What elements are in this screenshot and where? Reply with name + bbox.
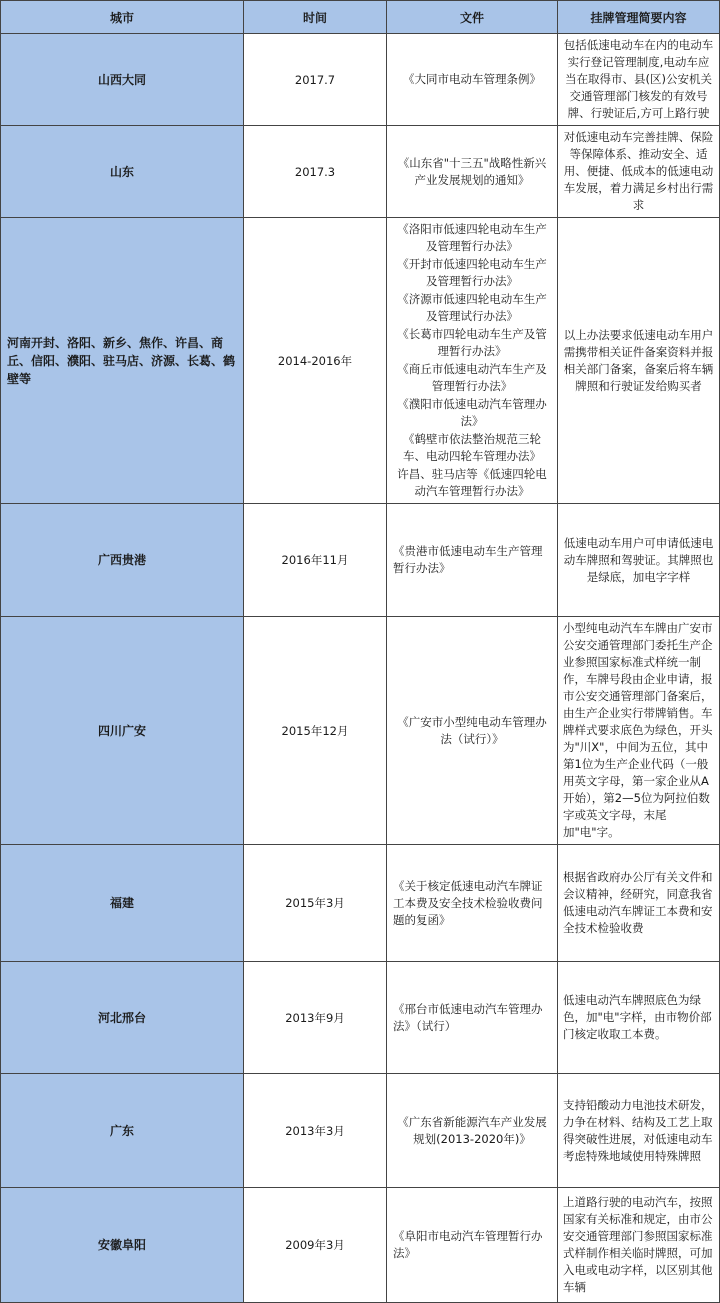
file-name: 《邢台市低速电动汽车管理办法》（试行） [393, 1001, 543, 1033]
file-name: 《大同市电动车管理条例》 [403, 72, 541, 86]
time-cell: 2015年12月 [244, 617, 387, 845]
file-cell [387, 845, 558, 962]
table-row [1, 1074, 720, 1188]
time-cell: 2013年3月 [244, 1074, 387, 1188]
city-cell: 山西大同 [1, 34, 244, 126]
city-cell: 河南开封、洛阳、新乡、焦作、许昌、商丘、信阳、濮阳、驻马店、济源、长葛、鹤壁等 [1, 218, 244, 504]
header-city: 城市 [1, 1, 244, 34]
file-cell [387, 504, 558, 617]
city-cell: 广西贵港 [1, 504, 244, 617]
summary-cell: 低速电动汽车牌照底色为绿色，加"电"字样，由市物价部门核定收取工本费。 [558, 962, 720, 1074]
file-name: 《济源市低速四轮电动车生产及管理试行办法》 [397, 292, 547, 323]
header-row [1, 1, 720, 34]
file-name: 《濮阳市低速电动汽车管理办法》 [397, 397, 547, 428]
table-row [1, 617, 720, 845]
city-cell: 河北邢台 [1, 962, 244, 1074]
time-cell: 2017.3 [244, 126, 387, 218]
file-cell [387, 218, 558, 504]
file-cell [387, 1188, 558, 1303]
file-name: 《阜阳市电动汽车管理暂行办法》 [393, 1229, 543, 1260]
time-cell: 2009年3月 [244, 1188, 387, 1303]
table-row [1, 34, 720, 126]
table-row [1, 962, 720, 1074]
table-row [1, 1188, 720, 1303]
table-row [1, 845, 720, 962]
summary-cell: 根据省政府办公厅有关文件和会议精神，经研究，同意我省低速电动汽车牌证工本费和安全技术检验收费 [558, 845, 720, 962]
file-cell [387, 617, 558, 845]
time-cell: 2016年11月 [244, 504, 387, 617]
summary-cell: 以上办法要求低速电动车用户需携带相关证件备案资料并报相关部门备案，备案后将车辆牌照和行驶证发给购买者 [558, 218, 720, 504]
file-name: 《开封市低速四轮电动车生产及管理暂行办法》 [397, 257, 547, 288]
file-name: 《山东省"十三五"战略性新兴产业发展规划的通知》 [397, 155, 547, 187]
file-name: 《贵港市低速电动车生产管理暂行办法》 [393, 544, 543, 575]
file-name: 许昌、驻马店等《低速四轮电动汽车管理暂行办法》 [397, 467, 547, 498]
summary-cell: 上道路行驶的电动汽车，按照国家有关标准和规定，由市公安交通管理部门参照国家标准式样制作相关临时牌照，可加入电或电动字样，以区别其他车辆 [558, 1188, 720, 1303]
file-cell [387, 962, 558, 1074]
file-cell [387, 34, 558, 126]
file-name: 《广安市小型纯电动车管理办法（试行）》 [397, 714, 547, 746]
file-name: 《洛阳市低速四轮电动车生产及管理暂行办法》 [397, 222, 547, 253]
file-name: 《广东省新能源汽车产业发展规划(2013-2020年)》 [397, 1114, 547, 1146]
header-summary: 挂牌管理简要内容 [558, 1, 720, 34]
file-cell [387, 1074, 558, 1188]
city-cell: 安徽阜阳 [1, 1188, 244, 1303]
table-row [1, 218, 720, 504]
file-cell [387, 126, 558, 218]
file-name: 《长葛市四轮电动车生产及管理暂行办法》 [397, 327, 547, 358]
file-name: 《关于核定低速电动汽车牌证工本费及安全技术检验收费问题的复函》 [393, 878, 543, 927]
summary-cell: 小型纯电动汽车车牌由广安市公安交通管理部门委托生产企业参照国家标准式样统一制作，车牌号段由企业申请，报市公安交通管理部门备案后，由生产企业实行带牌销售。车牌样式要求底色为绿色，开头为"川X"，中间为五位，其中第1位为生产企业代码（一般用英文字母，第一家企业从A开始），第2—5位为阿拉伯数字或英文字母，末尾加"电"字。 [558, 617, 720, 845]
time-cell: 2017.7 [244, 34, 387, 126]
time-cell: 2013年9月 [244, 962, 387, 1074]
city-cell: 四川广安 [1, 617, 244, 845]
summary-cell: 对低速电动车完善挂牌、保险等保障体系、推动安全、适用、便捷、低成本的低速电动车发展，着力满足乡村出行需求 [558, 126, 720, 218]
table-row [1, 504, 720, 617]
file-name: 《商丘市低速电动汽车生产及管理暂行办法》 [397, 362, 547, 393]
header-file: 文件 [387, 1, 558, 34]
city-cell: 广东 [1, 1074, 244, 1188]
table-row [1, 126, 720, 218]
header-time: 时间 [244, 1, 387, 34]
city-cell: 福建 [1, 845, 244, 962]
summary-cell: 包括低速电动车在内的电动车实行登记管理制度,电动车应当在取得市、县(区)公安机关交通管理部门核发的有效号牌、行驶证后,方可上路行驶 [558, 34, 720, 126]
summary-cell: 低速电动车用户可申请低速电动车牌照和驾驶证。其牌照也是绿底，加电字字样 [558, 504, 720, 617]
summary-cell: 支持铅酸动力电池技术研发，力争在材料、结构及工艺上取得突破性进展，对低速电动车考虑特殊地域使用特殊牌照 [558, 1074, 720, 1188]
time-cell: 2015年3月 [244, 845, 387, 962]
city-cell: 山东 [1, 126, 244, 218]
file-name: 《鹤壁市依法整治规范三轮车、电动四轮车管理办法》 [403, 432, 541, 463]
time-cell: 2014-2016年 [244, 218, 387, 504]
